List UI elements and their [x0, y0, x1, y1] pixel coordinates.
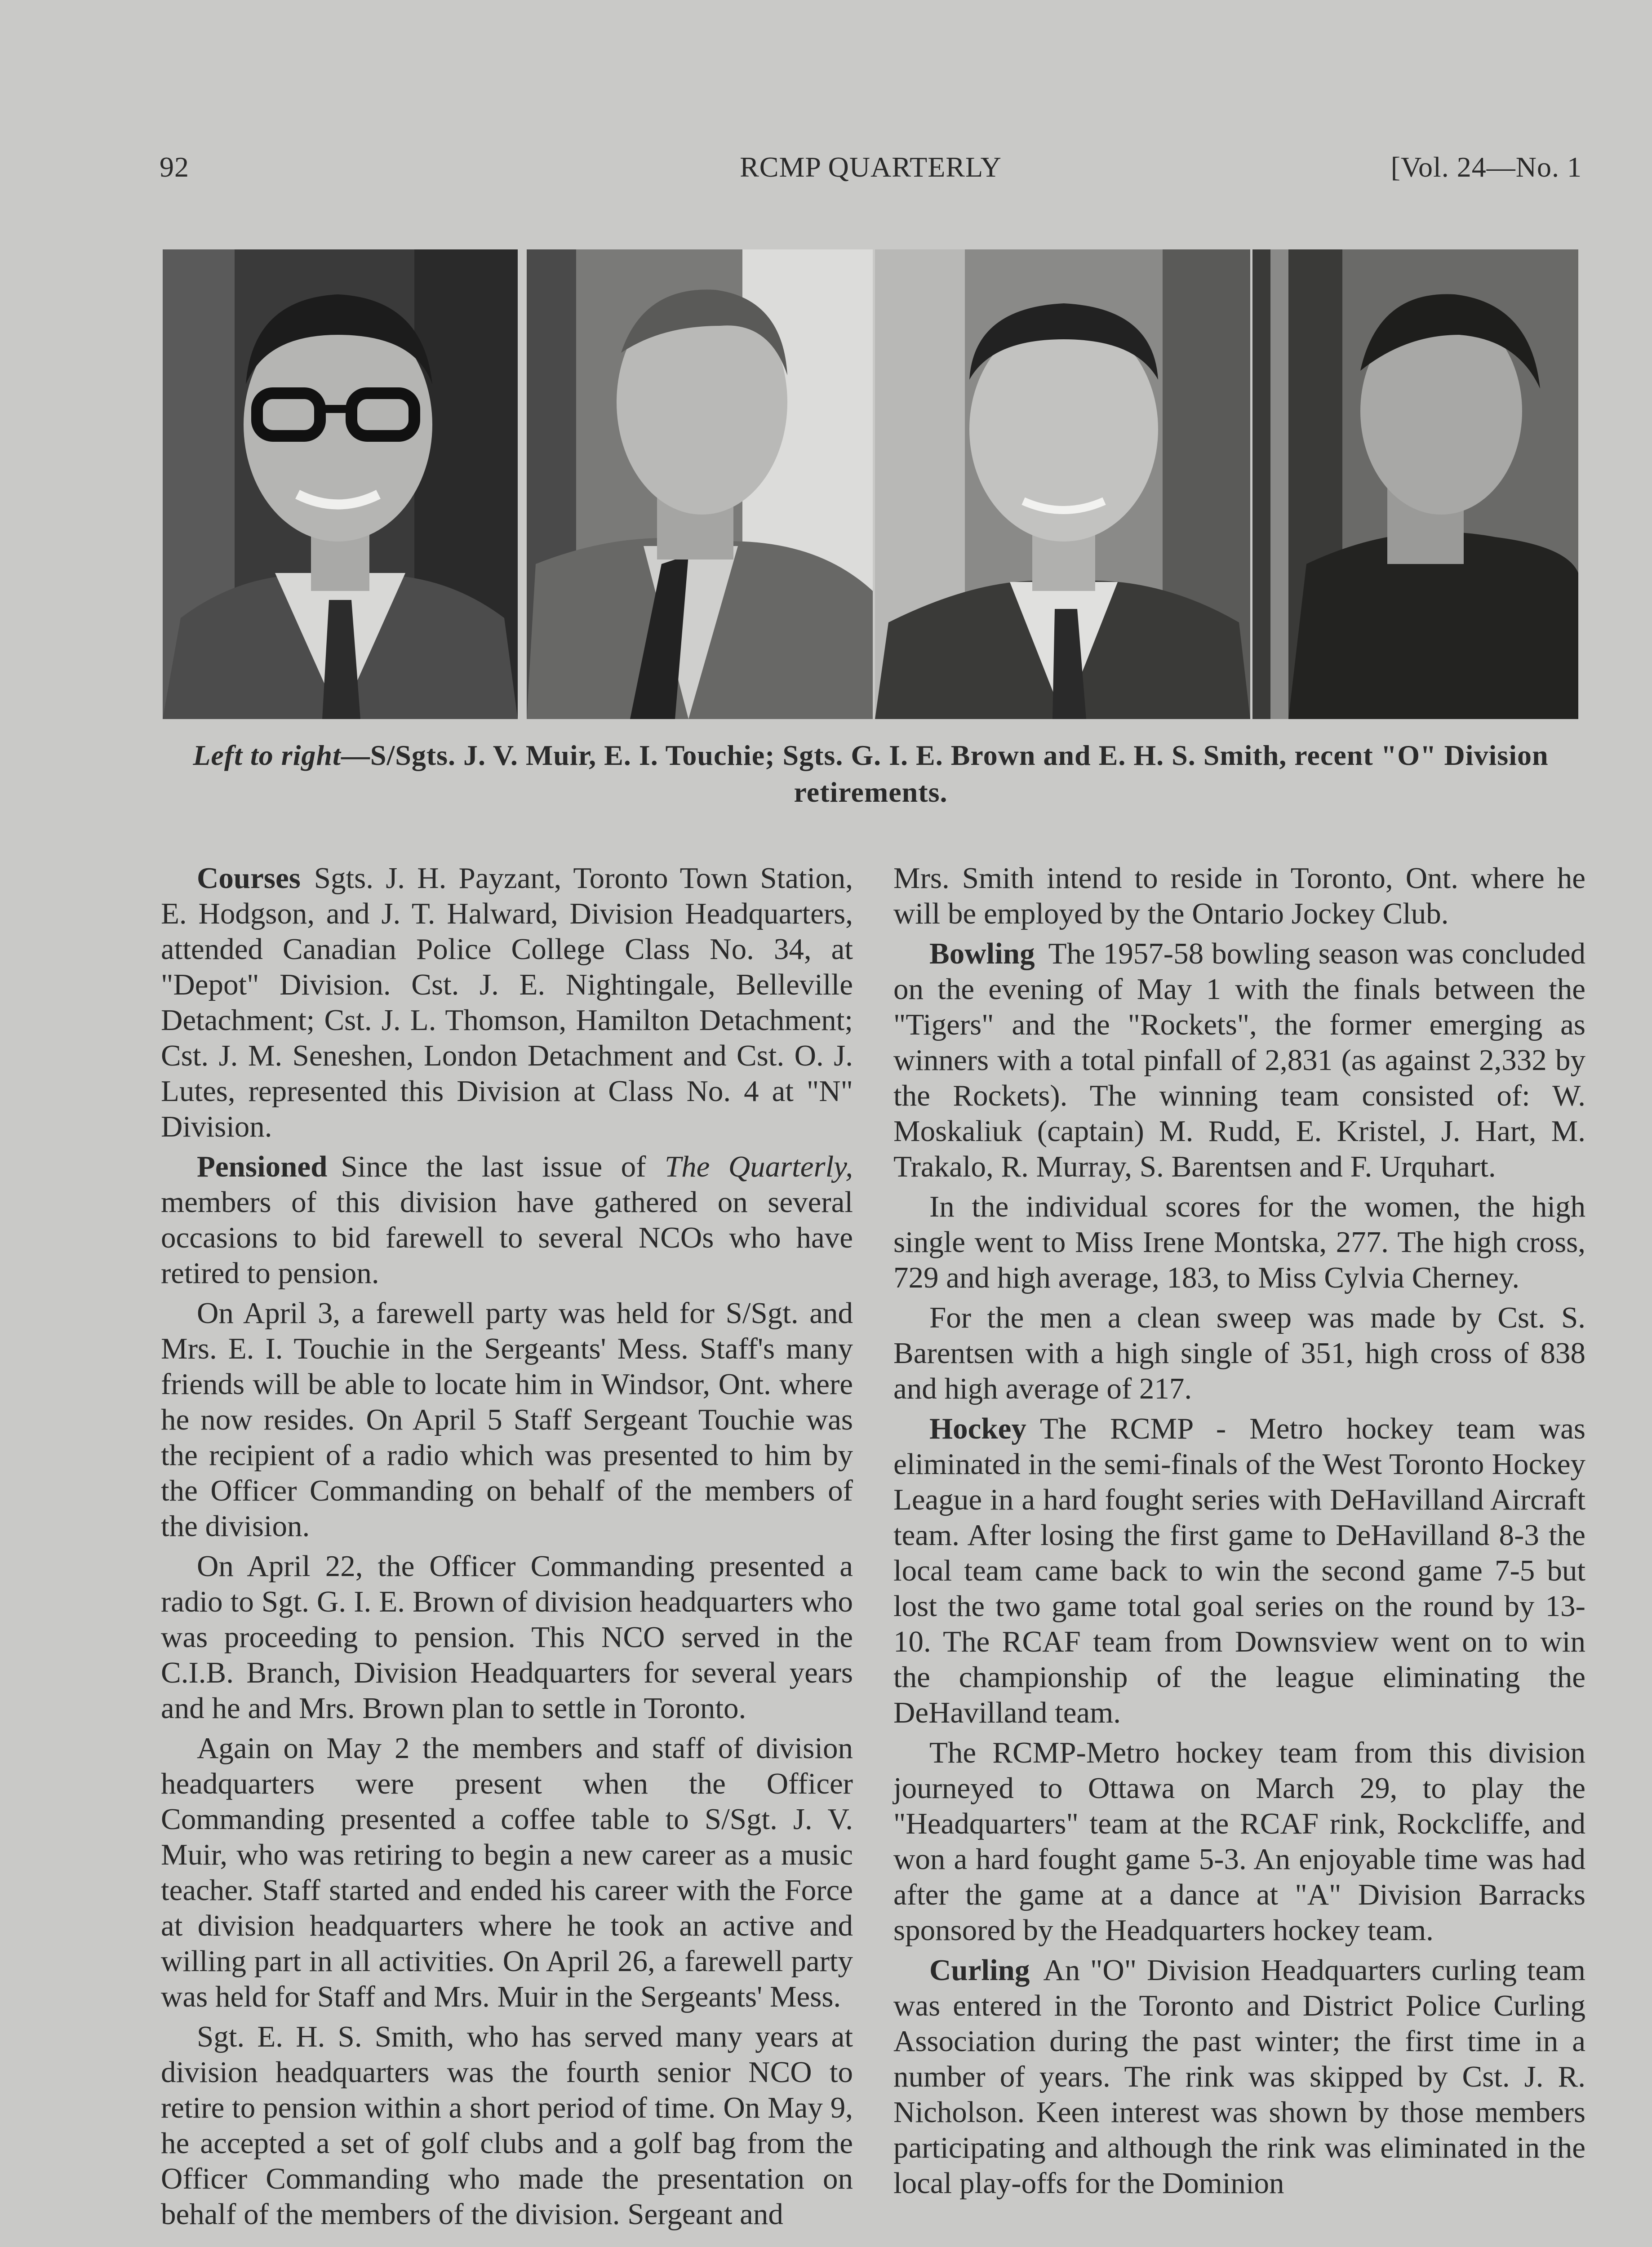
caption-text: —S/Sgts. J. V. Muir, E. I. Touchie; Sgts. G. I. E. Brown and E. H. S. Smith, recent "O" Division retirements.	[341, 739, 1549, 808]
portrait-photo-icon	[163, 249, 518, 719]
paragraph-courses: Courses Sgts. J. H. Payzant, Toronto Town Station, E. Hodgson, and J. T. Halward, Division Headquarters, attended Canadian Police College Class No. 34, at "Depot" Division. Cst. J. E. Nightingale, Belleville Detachment; Cst. J. L. Thomson, Hamilton Detachment; Cst. J. M. Seneshen, London Detachment and Cst. O. J. Lutes, represented this Division at Class No. 4 at "N" Division.	[161, 861, 853, 1143]
volume-label: [Vol. 24—No. 1	[1390, 151, 1582, 183]
paragraph-touchie: On April 3, a farewell party was held for S/Sgt. and Mrs. E. I. Touchie in the Sergeants' Mess. Staff's many friends will be able to locate him in Windsor, Ont. where he now resides. On April 5 Staff Sergeant Touchie was the recipient of a radio which was presented to him by the Officer Commanding on behalf of the members of the division.	[161, 1297, 853, 1543]
paragraph-hockey: Hockey The RCMP - Metro hockey team was eliminated in the semi-finals of the West Toronto Hockey League in a hard fought series with DeHavilland Aircraft team. After losing the first game to DeHavilland 8-3 the local team came back to win the second game 7-5 but lost the two game total goal series on the round by 13-10. The RCAF team from Downsview went on to win the championship of the league eliminating the DeHavilland team.	[893, 1412, 1585, 1729]
portrait-photo-icon	[875, 249, 1250, 719]
section-head-pensioned: Pensioned	[197, 1150, 328, 1183]
section-head-bowling: Bowling	[929, 937, 1035, 970]
left-column	[161, 861, 853, 2247]
page-number: 92	[160, 151, 189, 183]
photo-muir	[163, 249, 518, 719]
paragraph-ottawa-game: The RCMP-Metro hockey team from this division journeyed to Ottawa on March 29, to play the "Headquarters" team at the RCAF rink, Rockcliffe, and won a hard fought game 5-3. An enjoyable time was had after the game at a dance at "A" Division Barracks sponsored by the Headquarters hockey team.	[893, 1736, 1585, 1947]
paragraph-bowling: Bowling The 1957-58 bowling season was concluded on the evening of May 1 with the finals between the "Tigers" and the "Rockets", the former emerging as winners with a total pinfall of 2,831 (as against 2,332 by the Rockets). The winning team consisted of: W. Moskaliuk (captain) M. Rudd, E. Kristel, J. Hart, M. Trakalo, R. Murray, S. Barentsen and F. Urquhart.	[893, 937, 1585, 1183]
photo-brown	[875, 249, 1250, 719]
retiree-photo-strip	[163, 249, 1578, 719]
paragraph-smith-continued: Mrs. Smith intend to reside in Toronto, Ont. where he will be employed by the Ontario Jockey Club.	[893, 861, 1585, 930]
photo-smith	[1252, 249, 1578, 719]
section-head-hockey: Hockey	[929, 1412, 1026, 1445]
caption-lead: Left to right	[193, 739, 341, 771]
paragraph-muir: Again on May 2 the members and staff of division headquarters were present when the Officer Commanding presented a coffee table to S/Sgt. J. V. Muir, who was retiring to begin a new career as a music teacher. Staff started and ended his career with the Force at division headquarters where he took an active and willing part in all activities. On April 26, a farewell party was held for Staff and Mrs. Muir in the Sergeants' Mess.	[161, 1732, 853, 2013]
paragraph-pensioned: Pensioned Since the last issue of The Quarterly, members of this division have gathered on several occasions to bid farewell to several NCOs who have retired to pension.	[161, 1150, 853, 1290]
portrait-photo-icon	[527, 249, 873, 719]
photo-touchie	[527, 249, 873, 719]
section-head-courses: Courses	[197, 861, 301, 895]
paragraph-smith: Sgt. E. H. S. Smith, who has served many years at division headquarters was the fourth senior NCO to retire to pension within a short period of time. On May 9, he accepted a set of golf clubs and a golf bag from the Officer Commanding who made the presentation on behalf of the members of the division. Sergeant and	[161, 2020, 853, 2231]
right-column	[893, 861, 1585, 2247]
section-head-curling: Curling	[929, 1954, 1030, 1987]
paragraph-women-scores: In the individual scores for the women, the high single went to Miss Irene Montska, 277. The high cross, 729 and high average, 183, to Miss Cylvia Cherney.	[893, 1190, 1585, 1294]
running-header	[160, 151, 1582, 191]
journal-title: RCMP QUARTERLY	[740, 151, 1002, 183]
paragraph-curling: Curling An "O" Division Headquarters curling team was entered in the Toronto and District Police Curling Association during the past winter; the first time in a number of years. The rink was skipped by Cst. J. R. Nicholson. Keen interest was shown by those members participating and although the rink was eliminated in the local play-offs for the Dominion	[893, 1954, 1585, 2200]
photo-caption	[160, 737, 1582, 811]
portrait-photo-icon	[1252, 249, 1578, 719]
paragraph-men-scores: For the men a clean sweep was made by Cst. S. Barentsen with a high single of 351, high cross of 838 and high average of 217.	[893, 1301, 1585, 1405]
paragraph-brown: On April 22, the Officer Commanding presented a radio to Sgt. G. I. E. Brown of division headquarters who was proceeding to pension. This NCO served in the C.I.B. Branch, Division Headquarters for several years and he and Mrs. Brown plan to settle in Toronto.	[161, 1550, 853, 1725]
